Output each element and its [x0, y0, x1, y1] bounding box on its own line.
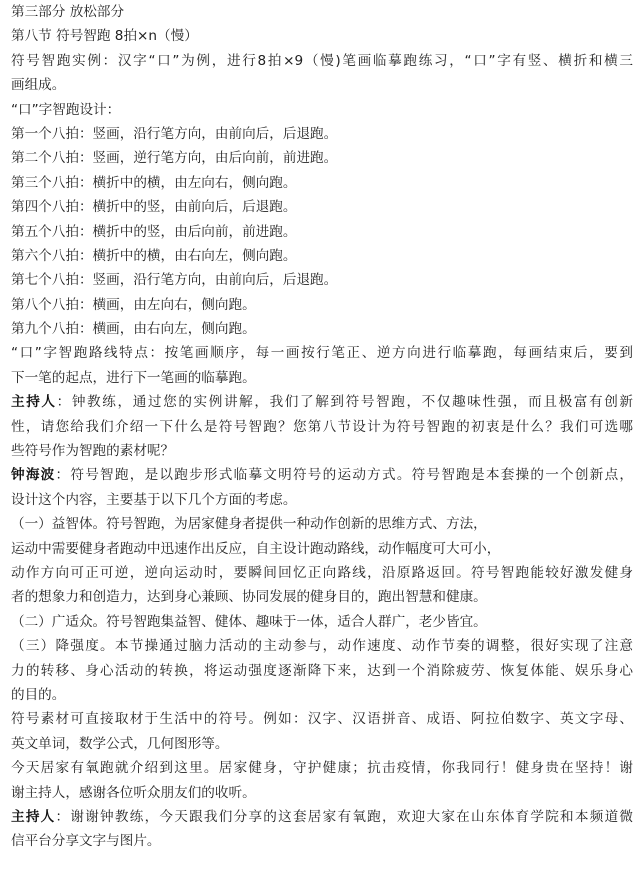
paragraph — [11, 561, 633, 610]
line-text: 符号智跑实例：汉字“口”为例，进行8拍×9（慢)笔画临摹跑练习，“口”字有竖、横折和横三 — [11, 52, 633, 69]
line-text: 动作方向可正可逆，逆向运动时，要瞬间回忆正向路线，沿原路返回。符号智跑能较好激发健身 — [11, 564, 633, 581]
text-line — [11, 829, 633, 853]
speaker-name: 钟海波 — [11, 467, 56, 484]
line-text: 第一个八拍：竖画，沿行笔方向，由前向后，后退跑。 — [11, 125, 338, 142]
line-text: 的目的。 — [11, 686, 66, 703]
paragraph — [11, 512, 633, 536]
text-line — [11, 439, 633, 463]
text-line — [11, 146, 633, 170]
text-line — [11, 512, 633, 536]
line-text: 者的想象力和创造力，达到身心兼顾、协同发展的健身目的，跑出智慧和健康。 — [11, 589, 487, 606]
paragraph — [11, 610, 633, 634]
line-text: （一）益智体。符号智跑，为居家健身者提供一种动作创新的思维方式、方法， — [11, 516, 487, 533]
line-text: 力的转移、身心活动的转换，将运动强度逐渐降下来，达到一个消除疲劳、恢复体能、娱乐身心 — [11, 662, 633, 679]
section-title: 第三部分 放松部分 — [11, 4, 125, 20]
text-line — [11, 171, 633, 195]
paragraph — [11, 634, 633, 707]
line-text: 今天居家有氧跑就介绍到这里。居家健身，守护健康；抗击疫情，你我同行！健身贵在坚持！谢 — [11, 760, 633, 777]
text-line — [11, 244, 633, 268]
line-text: 第五个八拍：横折中的竖，由后向前，前进跑。 — [11, 223, 297, 240]
paragraph — [11, 49, 633, 98]
line-text: 性，请您给我们介绍一下什么是符号智跑？您第八节设计为符号智跑的初衷是什么？我们可选哪 — [11, 418, 633, 435]
line-text: 画组成。 — [11, 77, 66, 94]
paragraph — [11, 756, 633, 805]
paragraph — [11, 244, 633, 268]
line-text: ：谢谢钟教练，今天跟我们分享的这套居家有氧跑，欢迎大家在山东体育学院和本频道微 — [55, 808, 633, 825]
text-line — [11, 73, 633, 97]
paragraph — [11, 293, 633, 317]
paragraph — [11, 171, 633, 195]
paragraph — [11, 122, 633, 146]
text-line — [11, 488, 633, 512]
paragraph — [11, 707, 633, 756]
text-line — [11, 537, 633, 561]
line-text: 英文单词，数学公式，几何图形等。 — [11, 735, 229, 752]
paragraph — [11, 98, 633, 122]
line-text: 第八个八拍：横画，由左向右，侧向跑。 — [11, 296, 256, 313]
line-text: 谢主持人，感谢各位听众朋友们的收听。 — [11, 784, 256, 801]
text-line — [11, 805, 633, 829]
paragraph — [11, 537, 633, 561]
line-text: “口”字智跑路线特点：按笔画顺序，每一画按行笔正、逆方向进行临摹跑，每画结束后，要到 — [11, 345, 633, 362]
text-line — [11, 390, 633, 414]
text-line — [11, 463, 633, 487]
line-text: 第六个八拍：横折中的横，由右向左，侧向跑。 — [11, 247, 297, 264]
text-line — [11, 317, 633, 341]
text-line — [11, 220, 633, 244]
text-line — [11, 634, 633, 658]
speaker-name: 主持人 — [11, 808, 56, 825]
line-text: （二）广适众。符号智跑集益智、健体、趣味于一体，适合人群广，老少皆宜。 — [11, 613, 487, 630]
text-line — [11, 683, 633, 707]
line-text: 下一笔的起点，进行下一笔画的临摹跑。 — [11, 369, 256, 386]
text-line — [11, 585, 633, 609]
text-line — [11, 98, 633, 122]
line-text: 第七个八拍：竖画，沿行笔方向，由前向后，后退跑。 — [11, 272, 338, 289]
paragraph — [11, 341, 633, 390]
text-line — [11, 610, 633, 634]
text-line — [11, 366, 633, 390]
paragraph — [11, 220, 633, 244]
line-text: 第二个八拍：竖画，逆行笔方向，由后向前，前进跑。 — [11, 150, 338, 167]
paragraph — [11, 390, 633, 463]
line-text: 运动中需要健身者跑动中迅速作出反应，自主设计跑动路线，动作幅度可大可小， — [11, 540, 501, 557]
line-text: 第三个八拍：横折中的横，由左向右，侧向跑。 — [11, 174, 297, 191]
line-text: ：钟教练，通过您的实例讲解，我们了解到符号智跑，不仅趣味性强，而且极富有创新 — [56, 394, 633, 411]
text-line — [11, 732, 633, 756]
paragraph — [11, 317, 633, 341]
text-line — [11, 195, 633, 219]
text-line — [11, 781, 633, 805]
line-text: 信平台分享文字与图片。 — [11, 833, 161, 850]
article-body — [11, 0, 633, 854]
text-line — [11, 659, 633, 683]
text-line — [11, 341, 633, 365]
subsection-title: 第八节 符号智跑 8拍×n（慢） — [11, 28, 198, 45]
line-text: 第九个八拍：横画，由右向左，侧向跑。 — [11, 321, 256, 338]
text-line — [11, 293, 633, 317]
text-line — [11, 415, 633, 439]
paragraph — [11, 805, 633, 854]
paragraph — [11, 146, 633, 170]
text-line — [11, 122, 633, 146]
line-text: ：符号智跑，是以跑步形式临摹文明符号的运动方式。符号智跑是本套操的一个创新点， — [55, 467, 633, 484]
speaker-name: 主持人 — [11, 394, 57, 411]
paragraph — [11, 268, 633, 292]
paragraph — [11, 195, 633, 219]
line-text: “口”字智跑设计： — [11, 101, 121, 118]
line-text: 符号素材可直接取材于生活中的符号。例如：汉字、汉语拼音、成语、阿拉伯数字、英文字母、 — [11, 711, 633, 728]
line-text: 些符号作为智跑的素材呢？ — [11, 443, 175, 460]
text-line — [11, 268, 633, 292]
line-text: （三）降强度。本节操通过脑力活动的主动参与，动作速度、动作节奏的调整，很好实现了注意 — [11, 638, 633, 655]
text-line — [11, 49, 633, 73]
line-text: 第四个八拍：横折中的竖，由前向后，后退跑。 — [11, 199, 297, 216]
text-line — [11, 561, 633, 585]
text-line — [11, 756, 633, 780]
paragraph-list — [11, 49, 633, 854]
paragraph — [11, 463, 633, 512]
line-text: 设计这个内容，主要基于以下几个方面的考虑。 — [11, 491, 297, 508]
text-line — [11, 707, 633, 731]
